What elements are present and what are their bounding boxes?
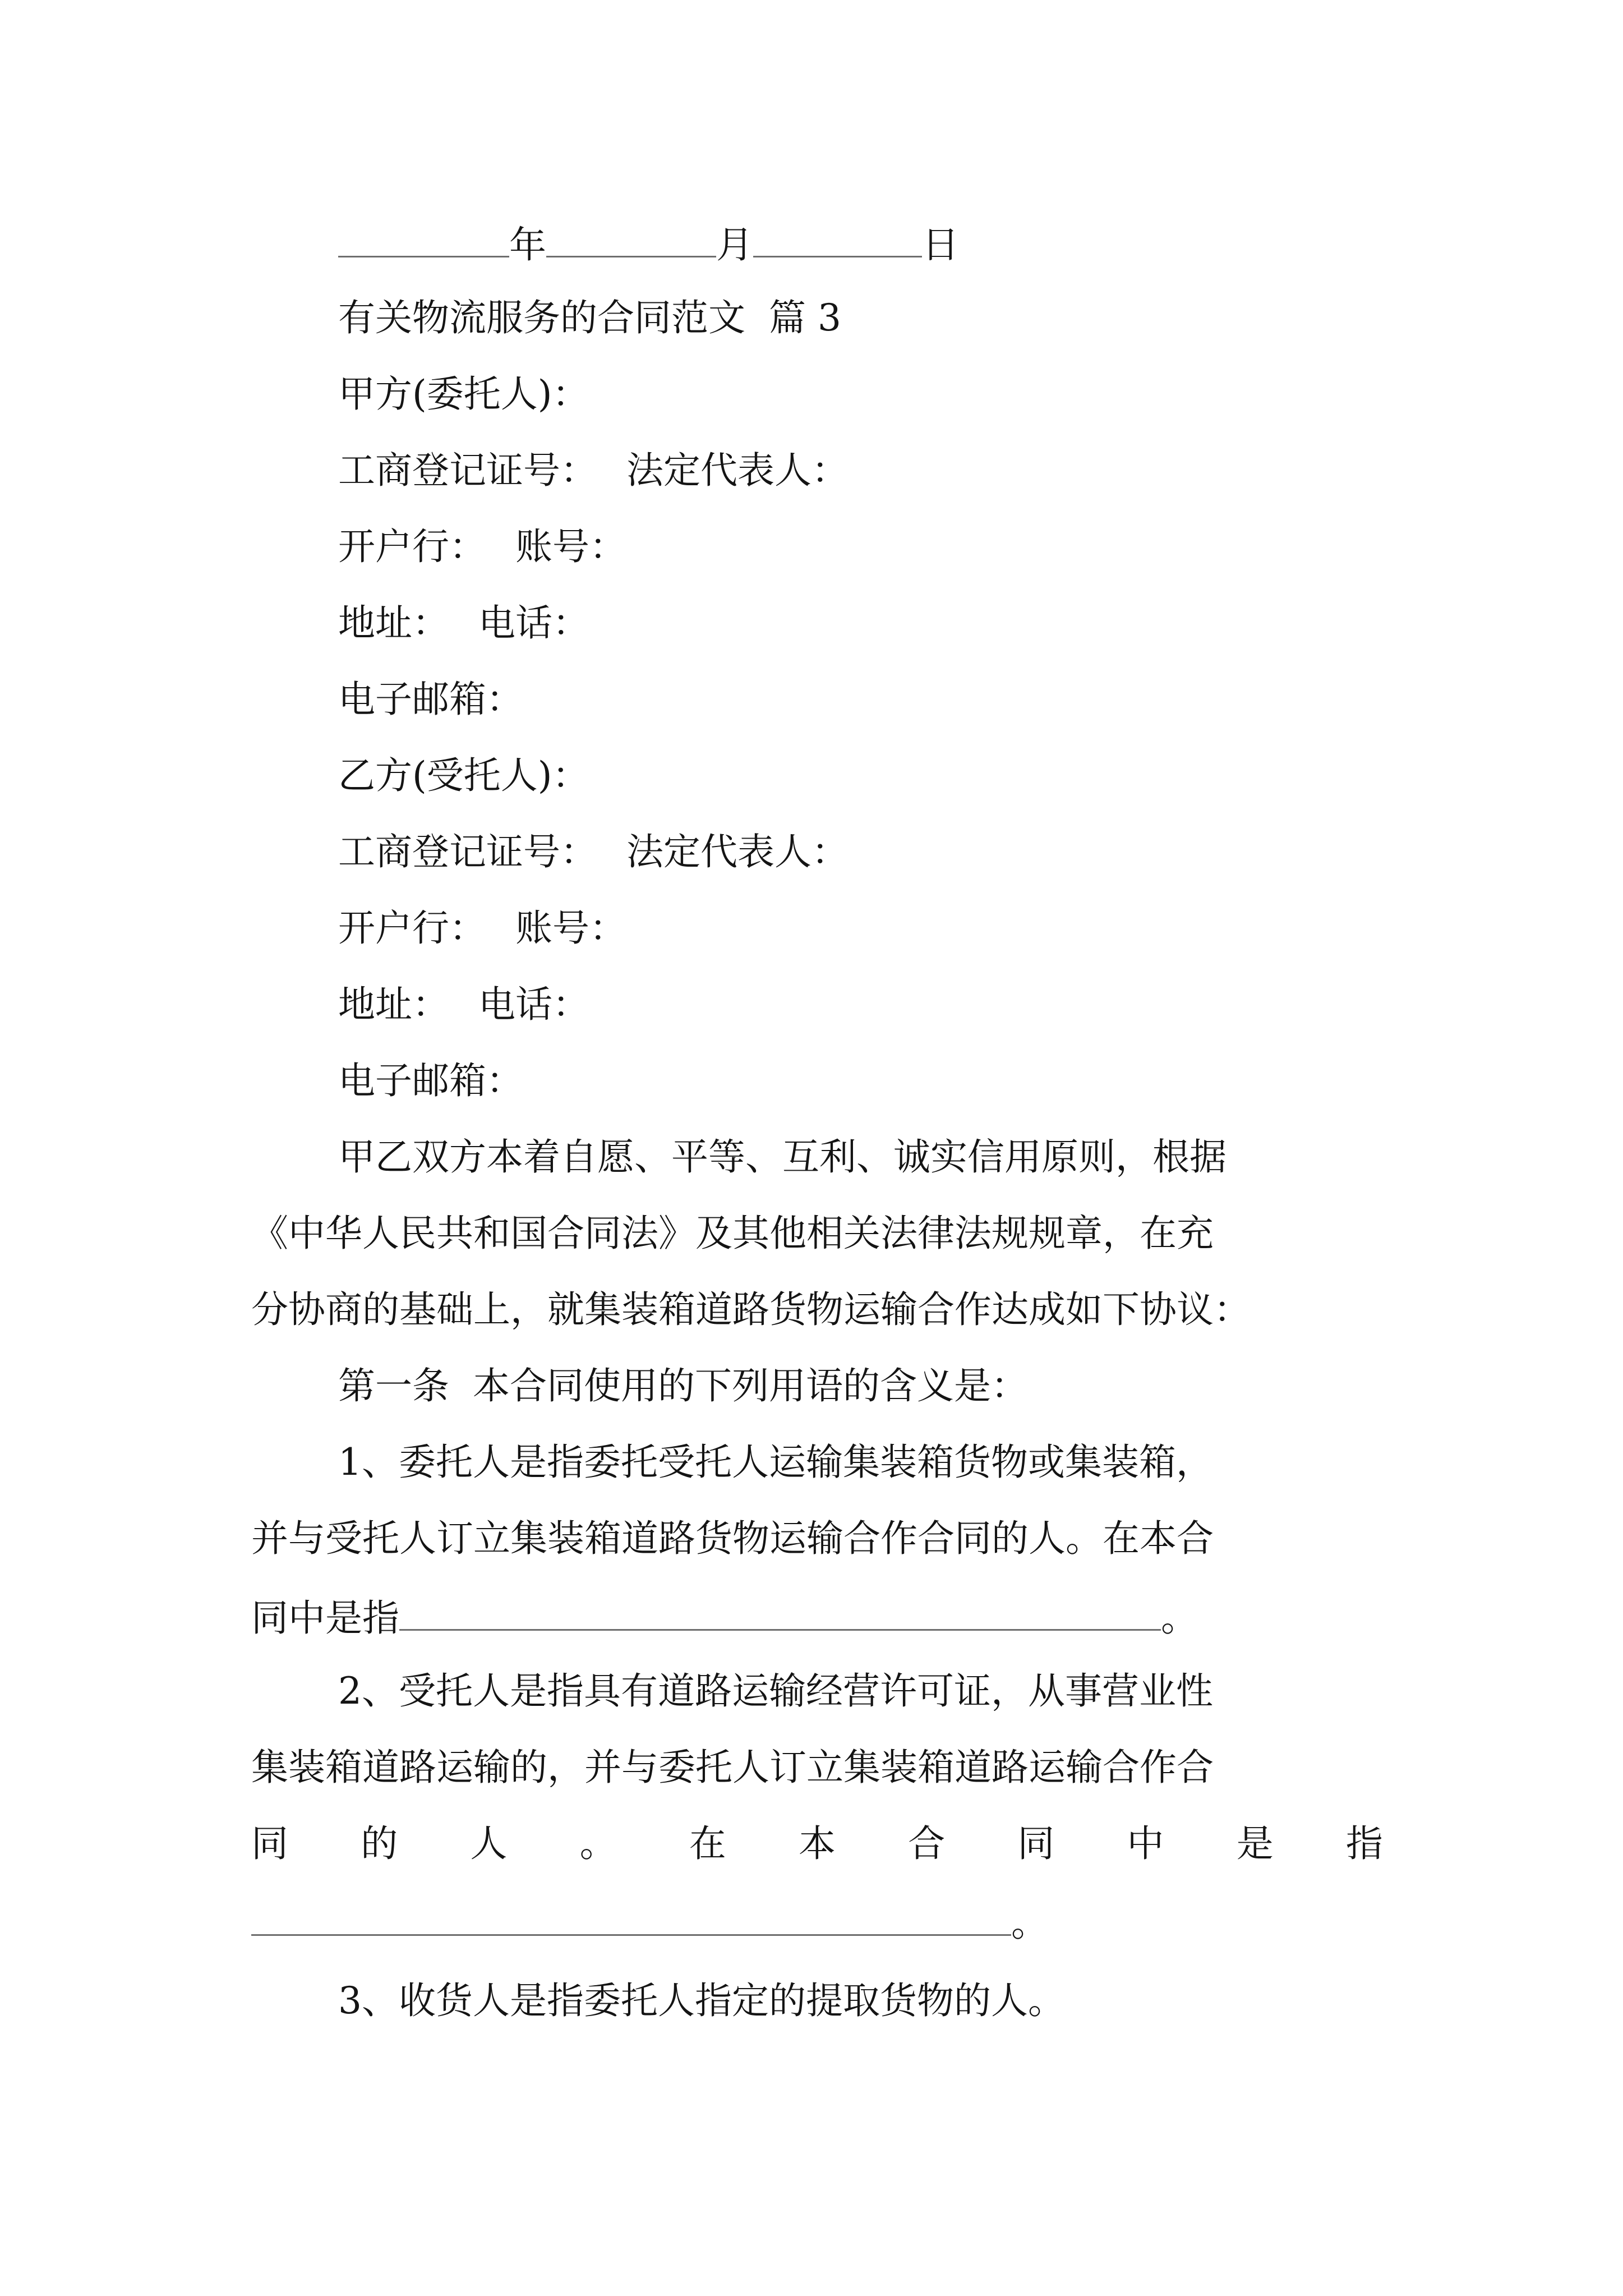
party-a-bank-row: [338, 525, 626, 568]
spread-char: 中: [1127, 1822, 1164, 1865]
party-a-email-label: 电子邮箱：: [338, 678, 523, 721]
item-2-fill-blank: [251, 1902, 1011, 1936]
article-1-item-3: 3、收货人是指委托人指定的提取货物的人。: [338, 1979, 1065, 2022]
year-blank: [338, 223, 509, 257]
preamble-line-1: 甲乙双方本着自愿、平等、互利、诚实信用原则，根据: [338, 1135, 1227, 1179]
party-b-email-label: 电子邮箱：: [338, 1059, 523, 1102]
article-1-item-2-line-1: 2、受托人是指具有道路运输经营许可证，从事营业性: [338, 1669, 1213, 1713]
party-a-legal-rep-label: 法定代表人：: [626, 449, 849, 492]
party-a-address-row: [338, 601, 589, 645]
party-b-reg-no-label: 工商登记证号：: [338, 830, 597, 873]
party-b-legal-rep-label: 法定代表人：: [626, 830, 849, 873]
day-blank: [753, 223, 922, 257]
article-1-item-2-line-3: [251, 1822, 1383, 1865]
month-blank: [546, 223, 716, 257]
article-1-item-2-line-4: [251, 1902, 1048, 1945]
party-b-address-row: [338, 983, 589, 1026]
party-a-account-label: 账号：: [515, 525, 626, 568]
spread-char: 同: [1017, 1822, 1055, 1865]
party-b-phone-label: 电话：: [478, 983, 589, 1026]
spread-char: 在: [689, 1822, 726, 1865]
party-b-bank-row: [338, 907, 626, 950]
party-a-bank-label: 开户行：: [338, 525, 486, 568]
article-1-item-1-line-2: 并与受托人订立集装箱道路货物运输合作合同的人。在本合: [251, 1517, 1214, 1560]
spread-char: 的: [361, 1822, 398, 1865]
party-b-bank-label: 开户行：: [338, 907, 486, 950]
preamble-line-2: 《中华人民共和国合同法》及其他相关法律法规规章，在充: [251, 1212, 1214, 1255]
article-1-item-2-line-2: 集装箱道路运输的，并与委托人订立集装箱道路运输合作合: [251, 1746, 1214, 1789]
party-b-heading: 乙方(受托人)：: [338, 754, 589, 797]
item-1-party-label: 同中是指: [251, 1596, 399, 1640]
item-2-end-mark: 。: [1011, 1902, 1048, 1945]
spread-char: 。: [579, 1822, 617, 1865]
party-a-reg-no-label: 工商登记证号：: [338, 449, 597, 492]
party-a-heading: 甲方(委托人)：: [338, 372, 589, 416]
item-1-end-mark: 。: [1161, 1596, 1198, 1640]
spread-char: 同: [251, 1822, 288, 1865]
article-1-item-1-line-3: [251, 1596, 1198, 1640]
party-a-phone-label: 电话：: [478, 601, 589, 645]
item-1-fill-blank: [399, 1596, 1161, 1631]
party-a-address-label: 地址：: [338, 601, 449, 645]
party-a-registration-row: [338, 449, 849, 492]
spread-char: 合: [908, 1822, 946, 1865]
contract-title: 有关物流服务的合同范文 篇 3: [338, 296, 841, 339]
spread-char: 人: [470, 1822, 508, 1865]
spread-char: 本: [798, 1822, 836, 1865]
month-label: 月: [716, 223, 753, 266]
article-1-item-1-line-1: 1、委托人是指委托受托人运输集装箱货物或集装箱，: [338, 1441, 1213, 1484]
party-b-registration-row: [338, 830, 849, 873]
spread-char: 指: [1345, 1822, 1383, 1865]
date-line: [338, 223, 959, 264]
party-b-account-label: 账号：: [515, 907, 626, 950]
year-label: 年: [509, 223, 546, 266]
spread-char: 是: [1236, 1822, 1274, 1865]
day-label: 日: [922, 223, 959, 266]
preamble-line-3: 分协商的基础上，就集装箱道路货物运输合作达成如下协议：: [251, 1288, 1251, 1331]
party-b-address-label: 地址：: [338, 983, 449, 1026]
article-1-heading: 第一条 本合同使用的下列用语的含义是：: [338, 1364, 1028, 1407]
